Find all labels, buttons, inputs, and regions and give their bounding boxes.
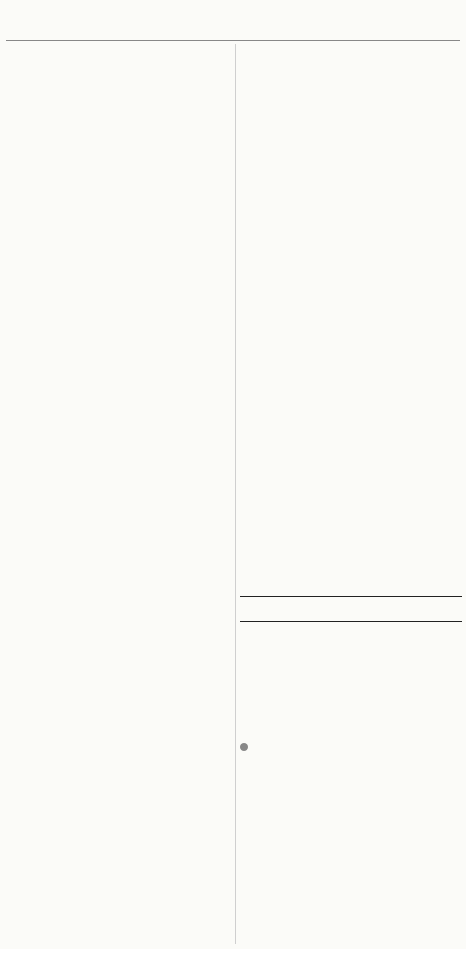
article-paragraph xyxy=(6,758,230,848)
byline xyxy=(240,738,462,756)
sub-story-body xyxy=(240,758,462,966)
right-column xyxy=(240,44,462,584)
article-paragraph xyxy=(240,386,462,548)
article-paragraph xyxy=(6,194,230,356)
column-divider xyxy=(235,44,236,944)
continued-from-kicker xyxy=(6,44,230,60)
article-paragraph xyxy=(240,254,462,380)
anniversary-line xyxy=(240,596,462,622)
article-paragraph xyxy=(240,86,462,248)
article-paragraph xyxy=(6,590,230,752)
headline-rule xyxy=(6,40,460,41)
left-column xyxy=(6,44,230,944)
main-headline xyxy=(0,4,466,38)
article-paragraph xyxy=(240,554,462,584)
article-paragraph xyxy=(240,44,462,80)
article-paragraph xyxy=(6,362,230,488)
article-paragraph xyxy=(6,854,230,944)
article-paragraph xyxy=(6,494,230,584)
bullet-icon xyxy=(240,743,248,751)
sub-story-headline xyxy=(240,626,462,734)
article-paragraph xyxy=(6,62,230,188)
sub-story xyxy=(240,596,462,966)
